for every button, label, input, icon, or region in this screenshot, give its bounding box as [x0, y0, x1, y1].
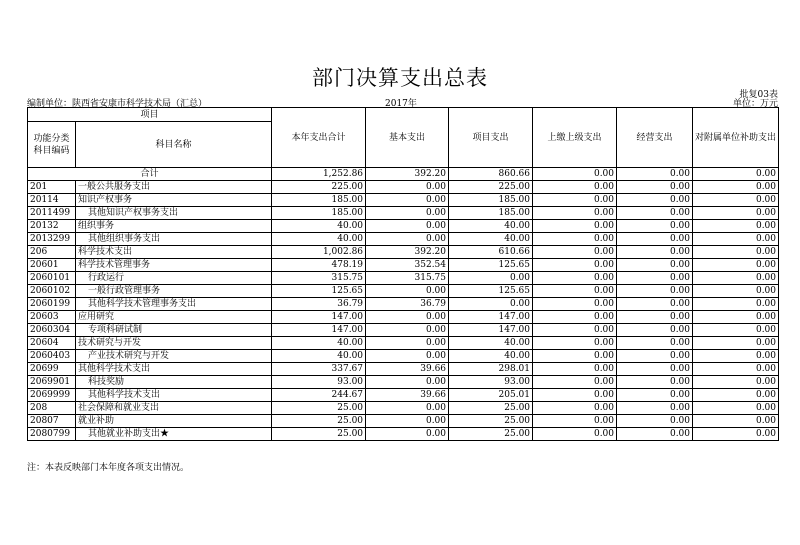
header-name: 科目名称 — [76, 122, 272, 168]
amount-cell: 0.00 — [693, 220, 779, 233]
amount-cell: 0.00 — [693, 311, 779, 324]
amount-cell: 478.19 — [272, 259, 366, 272]
header-col-total: 本年支出合计 — [272, 108, 366, 168]
total-row — [28, 168, 779, 181]
amount-cell: 0.00 — [366, 181, 449, 194]
total-label: 合计 — [28, 168, 272, 181]
subject-code: 208 — [28, 402, 76, 415]
amount-cell: 0.00 — [617, 324, 693, 337]
table-row — [28, 337, 779, 350]
amount-cell: 0.00 — [533, 389, 617, 402]
amount-cell: 0.00 — [617, 194, 693, 207]
subject-name: 其他组织事务支出 — [76, 233, 272, 246]
amount-cell: 0.00 — [617, 272, 693, 285]
amount-cell: 0.00 — [693, 298, 779, 311]
page-title: 部门决算支出总表 — [312, 66, 488, 90]
amount-cell: 0.00 — [693, 376, 779, 389]
header-col-subsidy: 对附属单位补助支出 — [693, 108, 779, 168]
money-unit: 单位：万元 — [732, 99, 778, 109]
amount-cell: 0.00 — [366, 207, 449, 220]
amount-cell: 147.00 — [272, 324, 366, 337]
amount-cell: 337.67 — [272, 363, 366, 376]
amount-cell: 36.79 — [366, 298, 449, 311]
subject-name: 专项科研试制 — [76, 324, 272, 337]
amount-cell: 0.00 — [533, 233, 617, 246]
amount-cell: 0.00 — [693, 402, 779, 415]
amount-cell: 0.00 — [617, 376, 693, 389]
amount-cell: 0.00 — [533, 181, 617, 194]
amount-cell: 392.20 — [366, 246, 449, 259]
total-value: 0.00 — [533, 168, 617, 181]
amount-cell: 0.00 — [366, 220, 449, 233]
amount-cell: 125.65 — [272, 285, 366, 298]
subject-code: 2069999 — [28, 389, 76, 402]
amount-cell: 0.00 — [533, 324, 617, 337]
amount-cell: 185.00 — [449, 194, 533, 207]
amount-cell: 25.00 — [272, 402, 366, 415]
amount-cell: 0.00 — [533, 311, 617, 324]
table-row — [28, 298, 779, 311]
amount-cell: 125.65 — [449, 259, 533, 272]
amount-cell: 205.01 — [449, 389, 533, 402]
amount-cell: 36.79 — [272, 298, 366, 311]
amount-cell: 40.00 — [449, 220, 533, 233]
header-project: 项目 — [28, 108, 272, 122]
table-row — [28, 415, 779, 428]
amount-cell: 40.00 — [449, 350, 533, 363]
amount-cell: 0.00 — [366, 415, 449, 428]
table-row — [28, 311, 779, 324]
amount-cell: 0.00 — [693, 324, 779, 337]
amount-cell: 0.00 — [366, 402, 449, 415]
amount-cell: 0.00 — [533, 376, 617, 389]
amount-cell: 40.00 — [272, 220, 366, 233]
amount-cell: 185.00 — [449, 207, 533, 220]
report-year: 2017年 — [385, 99, 417, 109]
amount-cell: 0.00 — [617, 298, 693, 311]
amount-cell: 0.00 — [617, 363, 693, 376]
amount-cell: 93.00 — [272, 376, 366, 389]
amount-cell: 0.00 — [449, 298, 533, 311]
amount-cell: 0.00 — [366, 428, 449, 441]
amount-cell: 0.00 — [533, 259, 617, 272]
amount-cell: 147.00 — [272, 311, 366, 324]
amount-cell: 0.00 — [617, 389, 693, 402]
subject-name: 组织事务 — [76, 220, 272, 233]
amount-cell: 0.00 — [533, 194, 617, 207]
amount-cell: 0.00 — [533, 428, 617, 441]
subject-code: 20114 — [28, 194, 76, 207]
table-row — [28, 207, 779, 220]
total-value: 860.66 — [449, 168, 533, 181]
amount-cell: 0.00 — [366, 233, 449, 246]
amount-cell: 0.00 — [617, 207, 693, 220]
amount-cell: 0.00 — [366, 337, 449, 350]
amount-cell: 315.75 — [272, 272, 366, 285]
footnote: 注：本表反映部门本年度各项支出情况。 — [27, 463, 190, 473]
subject-name: 一般公共服务支出 — [76, 181, 272, 194]
amount-cell: 0.00 — [533, 207, 617, 220]
amount-cell: 125.65 — [449, 285, 533, 298]
amount-cell: 185.00 — [272, 207, 366, 220]
amount-cell: 0.00 — [617, 402, 693, 415]
amount-cell: 0.00 — [617, 233, 693, 246]
subject-name: 就业补助 — [76, 415, 272, 428]
amount-cell: 40.00 — [272, 337, 366, 350]
subject-code: 2069901 — [28, 376, 76, 389]
amount-cell: 25.00 — [449, 415, 533, 428]
amount-cell: 0.00 — [617, 220, 693, 233]
total-value: 0.00 — [693, 168, 779, 181]
amount-cell: 0.00 — [366, 194, 449, 207]
amount-cell: 610.66 — [449, 246, 533, 259]
table-row — [28, 220, 779, 233]
amount-cell: 0.00 — [693, 246, 779, 259]
table-row — [28, 428, 779, 441]
amount-cell: 0.00 — [533, 246, 617, 259]
amount-cell: 0.00 — [366, 285, 449, 298]
amount-cell: 0.00 — [533, 363, 617, 376]
amount-cell: 315.75 — [366, 272, 449, 285]
total-value: 0.00 — [617, 168, 693, 181]
amount-cell: 0.00 — [366, 350, 449, 363]
amount-cell: 0.00 — [617, 415, 693, 428]
amount-cell: 39.66 — [366, 363, 449, 376]
amount-cell: 298.01 — [449, 363, 533, 376]
header-col-basic: 基本支出 — [366, 108, 449, 168]
subject-name: 其他科学技术管理事务支出 — [76, 298, 272, 311]
amount-cell: 0.00 — [693, 428, 779, 441]
amount-cell: 40.00 — [449, 337, 533, 350]
table-row — [28, 259, 779, 272]
amount-cell: 0.00 — [693, 415, 779, 428]
amount-cell: 25.00 — [272, 428, 366, 441]
amount-cell: 0.00 — [617, 246, 693, 259]
table-row — [28, 363, 779, 376]
subject-name: 一般行政管理事务 — [76, 285, 272, 298]
subject-code: 2080799 — [28, 428, 76, 441]
amount-cell: 0.00 — [693, 350, 779, 363]
subject-name: 其他知识产权事务支出 — [76, 207, 272, 220]
amount-cell: 0.00 — [366, 376, 449, 389]
header-col-upper: 上缴上级支出 — [533, 108, 617, 168]
subject-code: 2060102 — [28, 285, 76, 298]
amount-cell: 244.67 — [272, 389, 366, 402]
table-row — [28, 272, 779, 285]
amount-cell: 0.00 — [693, 233, 779, 246]
amount-cell: 0.00 — [617, 259, 693, 272]
amount-cell: 0.00 — [366, 324, 449, 337]
amount-cell: 0.00 — [366, 311, 449, 324]
subject-name: 产业技术研究与开发 — [76, 350, 272, 363]
subject-name: 行政运行 — [76, 272, 272, 285]
amount-cell: 0.00 — [617, 181, 693, 194]
header-code: 功能分类科目编码 — [28, 122, 76, 168]
amount-cell: 0.00 — [693, 389, 779, 402]
total-value: 392.20 — [366, 168, 449, 181]
amount-cell: 147.00 — [449, 311, 533, 324]
total-value: 1,252.86 — [272, 168, 366, 181]
subject-code: 20807 — [28, 415, 76, 428]
table-row — [28, 324, 779, 337]
subject-code: 2060403 — [28, 350, 76, 363]
table-row — [28, 194, 779, 207]
subject-code: 206 — [28, 246, 76, 259]
amount-cell: 0.00 — [533, 337, 617, 350]
amount-cell: 40.00 — [272, 350, 366, 363]
amount-cell: 0.00 — [617, 337, 693, 350]
table-row — [28, 389, 779, 402]
amount-cell: 0.00 — [693, 194, 779, 207]
subject-name: 知识产权事务 — [76, 194, 272, 207]
amount-cell: 0.00 — [533, 285, 617, 298]
subject-name: 科技奖励 — [76, 376, 272, 389]
amount-cell: 93.00 — [449, 376, 533, 389]
amount-cell: 0.00 — [533, 298, 617, 311]
table-row — [28, 233, 779, 246]
amount-cell: 0.00 — [533, 220, 617, 233]
amount-cell: 0.00 — [693, 259, 779, 272]
table-row — [28, 181, 779, 194]
amount-cell: 0.00 — [693, 285, 779, 298]
header-col-project: 项目支出 — [449, 108, 533, 168]
subject-name: 其他科学技术支出 — [76, 363, 272, 376]
subject-name: 应用研究 — [76, 311, 272, 324]
subject-code: 2013299 — [28, 233, 76, 246]
subject-code: 20132 — [28, 220, 76, 233]
subject-code: 20699 — [28, 363, 76, 376]
subject-name: 技术研究与开发 — [76, 337, 272, 350]
amount-cell: 0.00 — [693, 272, 779, 285]
subject-code: 20603 — [28, 311, 76, 324]
subject-name: 其他科学技术支出 — [76, 389, 272, 402]
subject-name: 科学技术管理事务 — [76, 259, 272, 272]
amount-cell: 0.00 — [533, 415, 617, 428]
compiling-unit: 编制单位：陕西省安康市科学技术局（汇总） — [27, 99, 208, 109]
subject-name: 社会保障和就业支出 — [76, 402, 272, 415]
amount-cell: 0.00 — [617, 311, 693, 324]
amount-cell: 0.00 — [533, 350, 617, 363]
subject-name: 科学技术支出 — [76, 246, 272, 259]
amount-cell: 225.00 — [449, 181, 533, 194]
form-number: 批复03表 — [739, 90, 778, 100]
amount-cell: 0.00 — [693, 181, 779, 194]
table-row — [28, 402, 779, 415]
amount-cell: 0.00 — [617, 350, 693, 363]
table-row — [28, 246, 779, 259]
amount-cell: 147.00 — [449, 324, 533, 337]
subject-code: 201 — [28, 181, 76, 194]
amount-cell: 1,002.86 — [272, 246, 366, 259]
subject-name: 其他就业补助支出★ — [76, 428, 272, 441]
subject-code: 2011499 — [28, 207, 76, 220]
subject-code: 2060304 — [28, 324, 76, 337]
amount-cell: 0.00 — [449, 272, 533, 285]
amount-cell: 0.00 — [617, 428, 693, 441]
amount-cell: 352.54 — [366, 259, 449, 272]
expenditure-table — [27, 107, 779, 441]
amount-cell: 39.66 — [366, 389, 449, 402]
header-col-business: 经营支出 — [617, 108, 693, 168]
table-row — [28, 376, 779, 389]
subject-code: 2060199 — [28, 298, 76, 311]
table-row — [28, 350, 779, 363]
table-row — [28, 285, 779, 298]
subject-code: 20601 — [28, 259, 76, 272]
amount-cell: 0.00 — [533, 402, 617, 415]
amount-cell: 0.00 — [693, 207, 779, 220]
subject-code: 2060101 — [28, 272, 76, 285]
amount-cell: 0.00 — [693, 363, 779, 376]
amount-cell: 185.00 — [272, 194, 366, 207]
amount-cell: 0.00 — [693, 337, 779, 350]
amount-cell: 25.00 — [449, 402, 533, 415]
amount-cell: 0.00 — [617, 285, 693, 298]
amount-cell: 40.00 — [272, 233, 366, 246]
amount-cell: 225.00 — [272, 181, 366, 194]
subject-code: 20604 — [28, 337, 76, 350]
amount-cell: 25.00 — [272, 415, 366, 428]
amount-cell: 25.00 — [449, 428, 533, 441]
amount-cell: 0.00 — [533, 272, 617, 285]
amount-cell: 40.00 — [449, 233, 533, 246]
